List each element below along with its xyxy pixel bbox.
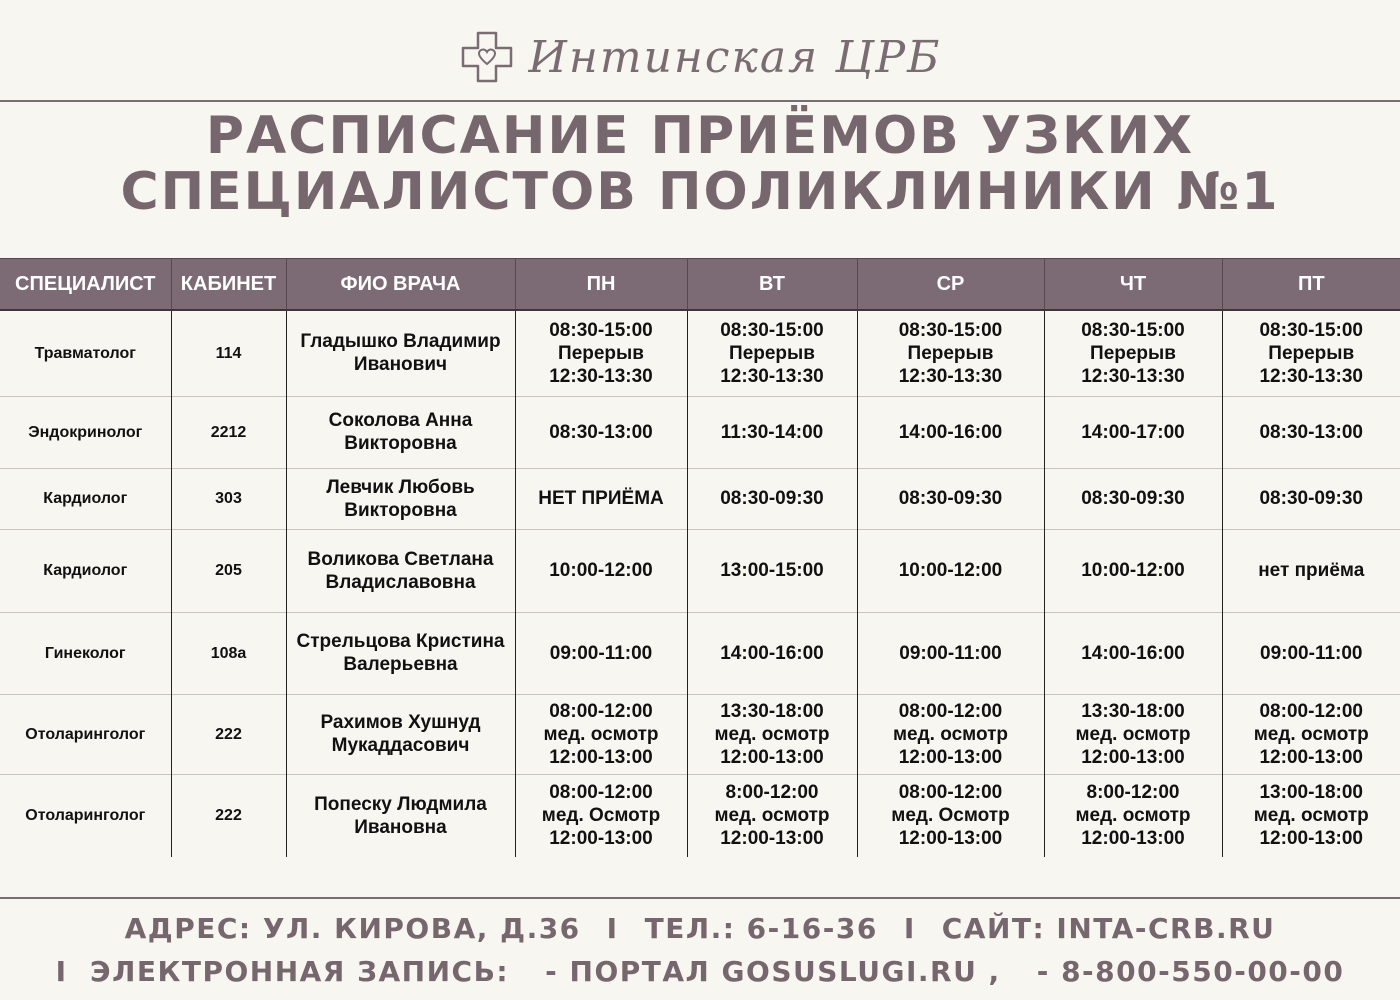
- schedule-line: мед. осмотр: [714, 723, 830, 745]
- schedule-line: 12:00-13:00: [1081, 746, 1185, 768]
- cell-schedule-thu: [1044, 396, 1222, 468]
- schedule-line: 12:30-13:30: [549, 365, 653, 387]
- schedule-line: 12:00-13:00: [1081, 828, 1185, 850]
- doctor-name-line: Викторовна: [344, 499, 457, 521]
- cell-doctor: [286, 310, 515, 396]
- cell-room: 205: [171, 529, 286, 612]
- cell-schedule-wed: [857, 774, 1044, 857]
- doctor-name-line: Стрельцова Кристина: [296, 631, 505, 652]
- table-row: [0, 612, 1400, 694]
- schedule-line: 14:00-16:00: [1081, 642, 1185, 664]
- column-header-wed: СР: [857, 259, 1044, 311]
- schedule-line: 08:30-13:00: [1259, 421, 1364, 443]
- footer-contacts: [0, 912, 1400, 945]
- cell-schedule-thu: [1044, 529, 1222, 612]
- table-row: [0, 529, 1400, 612]
- footer-address: АДРЕС: УЛ. КИРОВА, Д.36: [124, 912, 581, 945]
- page-title: [0, 108, 1400, 220]
- cell-schedule-tue: [687, 468, 857, 529]
- schedule-line: 13:30-18:00: [720, 700, 824, 722]
- doctor-name-line: Мукаддасович: [331, 735, 470, 756]
- cell-schedule-mon: [515, 612, 687, 694]
- cell-schedule-tue: [687, 774, 857, 857]
- schedule-line: мед. осмотр: [714, 805, 830, 827]
- clinic-logo: [0, 22, 1400, 92]
- cell-schedule-mon: [515, 694, 687, 774]
- schedule-line: 08:30-13:00: [549, 421, 653, 443]
- table-row: [0, 468, 1400, 529]
- schedule-line: 13:00-15:00: [720, 560, 824, 581]
- column-header-specialist: СПЕЦИАЛИСТ: [0, 259, 171, 311]
- page-title-line-2: СПЕЦИАЛИСТОВ ПОЛИКЛИНИКИ №1: [120, 162, 1280, 222]
- footer-online-label: I ЭЛЕКТРОННАЯ ЗАПИСЬ:: [55, 955, 510, 988]
- cell-schedule-fri: [1222, 396, 1400, 468]
- cell-doctor: [286, 529, 515, 612]
- cell-schedule-wed: [857, 396, 1044, 468]
- doctor-name-line: Гладышко Владимир: [300, 331, 501, 353]
- cell-room: 2212: [171, 396, 286, 468]
- column-header-doctor: ФИО ВРАЧА: [286, 259, 515, 311]
- cell-schedule-fri: [1222, 694, 1400, 774]
- cell-schedule-wed: [857, 529, 1044, 612]
- schedule-line: 08:00-12:00: [898, 700, 1003, 722]
- footer-hotline: - 8-800-550-00-00: [1036, 955, 1345, 988]
- schedule-line: 12:00-13:00: [1259, 746, 1364, 768]
- table-row: [0, 310, 1400, 396]
- schedule-line: 08:00-12:00: [898, 782, 1003, 804]
- cell-specialist: Кардиолог: [0, 529, 171, 612]
- footer-divider: [0, 897, 1400, 899]
- cell-room: 222: [171, 774, 286, 857]
- schedule-line: мед. осмотр: [1075, 805, 1191, 827]
- table-row: [0, 694, 1400, 774]
- page-title-line-1: РАСПИСАНИЕ ПРИЁМОВ УЗКИХ: [205, 106, 1195, 166]
- schedule-line: 08:30-09:30: [720, 488, 824, 509]
- schedule-line: мед. осмотр: [1253, 805, 1369, 827]
- cell-specialist: Эндокринолог: [0, 396, 171, 468]
- schedule-line: 08:30-09:30: [898, 488, 1003, 509]
- cell-schedule-tue: [687, 612, 857, 694]
- cell-schedule-thu: [1044, 694, 1222, 774]
- schedule-line: 08:30-15:00: [1259, 319, 1364, 341]
- cell-schedule-wed: [857, 694, 1044, 774]
- cell-schedule-mon: [515, 529, 687, 612]
- heart-cross-icon: [459, 29, 515, 85]
- cell-room: 303: [171, 468, 286, 529]
- cell-room: 222: [171, 694, 286, 774]
- schedule-line: 12:00-13:00: [720, 828, 824, 850]
- doctor-name-line: Попеску Людмила: [314, 793, 487, 815]
- schedule-line: 12:30-13:30: [898, 365, 1003, 387]
- table-row: [0, 774, 1400, 857]
- schedule-line: 12:30-13:30: [720, 365, 824, 387]
- cell-schedule-tue: [687, 310, 857, 396]
- schedule-line: 10:00-12:00: [549, 560, 653, 581]
- footer-separator: I: [903, 912, 916, 945]
- schedule-line: 12:00-13:00: [898, 746, 1003, 768]
- schedule-line: 09:00-11:00: [549, 642, 653, 664]
- cell-schedule-mon: [515, 774, 687, 857]
- schedule-line: 12:00-13:00: [549, 828, 653, 850]
- schedule-line: 8:00-12:00: [725, 782, 819, 804]
- schedule-line: 12:00-13:00: [1259, 828, 1364, 850]
- schedule-line: 8:00-12:00: [1086, 782, 1180, 804]
- schedule-line: НЕТ ПРИЁМА: [538, 488, 664, 509]
- schedule-line: 08:30-15:00: [549, 319, 653, 341]
- doctor-name-line: Викторовна: [344, 433, 457, 454]
- table-header-row: [0, 259, 1400, 311]
- table-row: [0, 396, 1400, 468]
- schedule-line: 08:00-12:00: [549, 782, 653, 804]
- column-header-room: КАБИНЕТ: [171, 259, 286, 311]
- schedule-line: нет приёма: [1258, 560, 1365, 581]
- cell-schedule-mon: [515, 468, 687, 529]
- schedule-line: Перерыв: [729, 342, 815, 364]
- schedule-line: 08:30-15:00: [720, 319, 824, 341]
- doctor-name-line: Соколова Анна: [328, 410, 473, 431]
- cell-room: 114: [171, 310, 286, 396]
- schedule-line: мед. осмотр: [892, 723, 1008, 745]
- schedule-line: 12:00-13:00: [720, 746, 824, 768]
- schedule-line: Перерыв: [558, 342, 644, 364]
- schedule-table: [0, 258, 1400, 857]
- schedule-line: Перерыв: [1268, 342, 1355, 364]
- schedule-line: мед. осмотр: [1075, 723, 1191, 745]
- cell-schedule-fri: [1222, 774, 1400, 857]
- cell-schedule-wed: [857, 310, 1044, 396]
- schedule-line: 08:30-09:30: [1259, 488, 1364, 509]
- cell-doctor: [286, 694, 515, 774]
- schedule-line: 09:00-11:00: [1260, 642, 1363, 664]
- cell-specialist: Кардиолог: [0, 468, 171, 529]
- clinic-name: Интинская ЦРБ: [528, 31, 942, 83]
- cell-room: 108а: [171, 612, 286, 694]
- schedule-line: 12:00-13:00: [898, 828, 1003, 850]
- cell-schedule-tue: [687, 694, 857, 774]
- cell-schedule-fri: [1222, 468, 1400, 529]
- schedule-line: 12:00-13:00: [549, 746, 653, 768]
- schedule-line: 14:00-17:00: [1081, 421, 1185, 443]
- cell-specialist: Гинеколог: [0, 612, 171, 694]
- cell-schedule-thu: [1044, 310, 1222, 396]
- schedule-line: мед. осмотр: [543, 723, 659, 745]
- doctor-name-line: Иванович: [353, 354, 448, 376]
- cell-schedule-tue: [687, 529, 857, 612]
- schedule-line: Перерыв: [1090, 342, 1176, 364]
- cell-schedule-thu: [1044, 774, 1222, 857]
- doctor-name-line: Воликова Светлана: [307, 548, 494, 570]
- schedule-line: 08:30-15:00: [898, 319, 1003, 341]
- schedule-line: 12:30-13:30: [1081, 365, 1185, 387]
- doctor-name-line: Рахимов Хушнуд: [320, 712, 481, 733]
- doctor-name-line: Ивановна: [354, 816, 447, 838]
- schedule-line: Перерыв: [907, 342, 994, 364]
- header-divider: [0, 100, 1400, 102]
- doctor-name-line: Владиславовна: [325, 571, 476, 593]
- cell-schedule-thu: [1044, 612, 1222, 694]
- schedule-line: 08:00-12:00: [1259, 700, 1364, 722]
- cell-schedule-fri: [1222, 310, 1400, 396]
- schedule-line: 08:30-09:30: [1081, 488, 1185, 509]
- cell-doctor: [286, 774, 515, 857]
- schedule-line: 14:00-16:00: [898, 421, 1003, 443]
- schedule-line: 12:30-13:30: [1259, 365, 1364, 387]
- schedule-line: 10:00-12:00: [898, 560, 1003, 581]
- footer-separator: I: [606, 912, 619, 945]
- cell-schedule-wed: [857, 612, 1044, 694]
- footer-site: САЙТ: INTA-CRB.RU: [941, 912, 1276, 945]
- footer-phone: ТЕЛ.: 6-16-36: [644, 912, 878, 945]
- column-header-fri: ПТ: [1222, 259, 1400, 311]
- cell-specialist: Отоларинголог: [0, 694, 171, 774]
- schedule-line: 09:00-11:00: [899, 642, 1002, 664]
- schedule-line: 14:00-16:00: [720, 642, 824, 664]
- cell-doctor: [286, 396, 515, 468]
- schedule-line: 13:30-18:00: [1081, 700, 1185, 722]
- cell-schedule-fri: [1222, 529, 1400, 612]
- schedule-line: 08:30-15:00: [1081, 319, 1185, 341]
- cell-doctor: [286, 468, 515, 529]
- cell-schedule-thu: [1044, 468, 1222, 529]
- cell-specialist: Травматолог: [0, 310, 171, 396]
- footer-portal: - ПОРТАЛ GOSUSLUGI.RU ,: [545, 955, 1001, 988]
- cell-doctor: [286, 612, 515, 694]
- schedule-line: 13:00-18:00: [1259, 782, 1364, 804]
- cell-schedule-mon: [515, 310, 687, 396]
- schedule-line: 11:30-14:00: [720, 421, 824, 443]
- schedule-line: мед. Осмотр: [541, 805, 661, 827]
- cell-schedule-fri: [1222, 612, 1400, 694]
- cell-schedule-wed: [857, 468, 1044, 529]
- column-header-tue: ВТ: [687, 259, 857, 311]
- column-header-thu: ЧТ: [1044, 259, 1222, 311]
- schedule-line: 10:00-12:00: [1081, 560, 1185, 581]
- cell-schedule-mon: [515, 396, 687, 468]
- schedule-line: 08:00-12:00: [549, 700, 653, 722]
- doctor-name-line: Валерьевна: [343, 654, 458, 675]
- column-header-mon: ПН: [515, 259, 687, 311]
- schedule-line: мед. осмотр: [1253, 723, 1369, 745]
- doctor-name-line: Левчик Любовь: [326, 476, 475, 498]
- schedule-line: мед. Осмотр: [891, 805, 1010, 827]
- cell-schedule-tue: [687, 396, 857, 468]
- cell-specialist: Отоларинголог: [0, 774, 171, 857]
- footer-online-booking: [0, 955, 1400, 988]
